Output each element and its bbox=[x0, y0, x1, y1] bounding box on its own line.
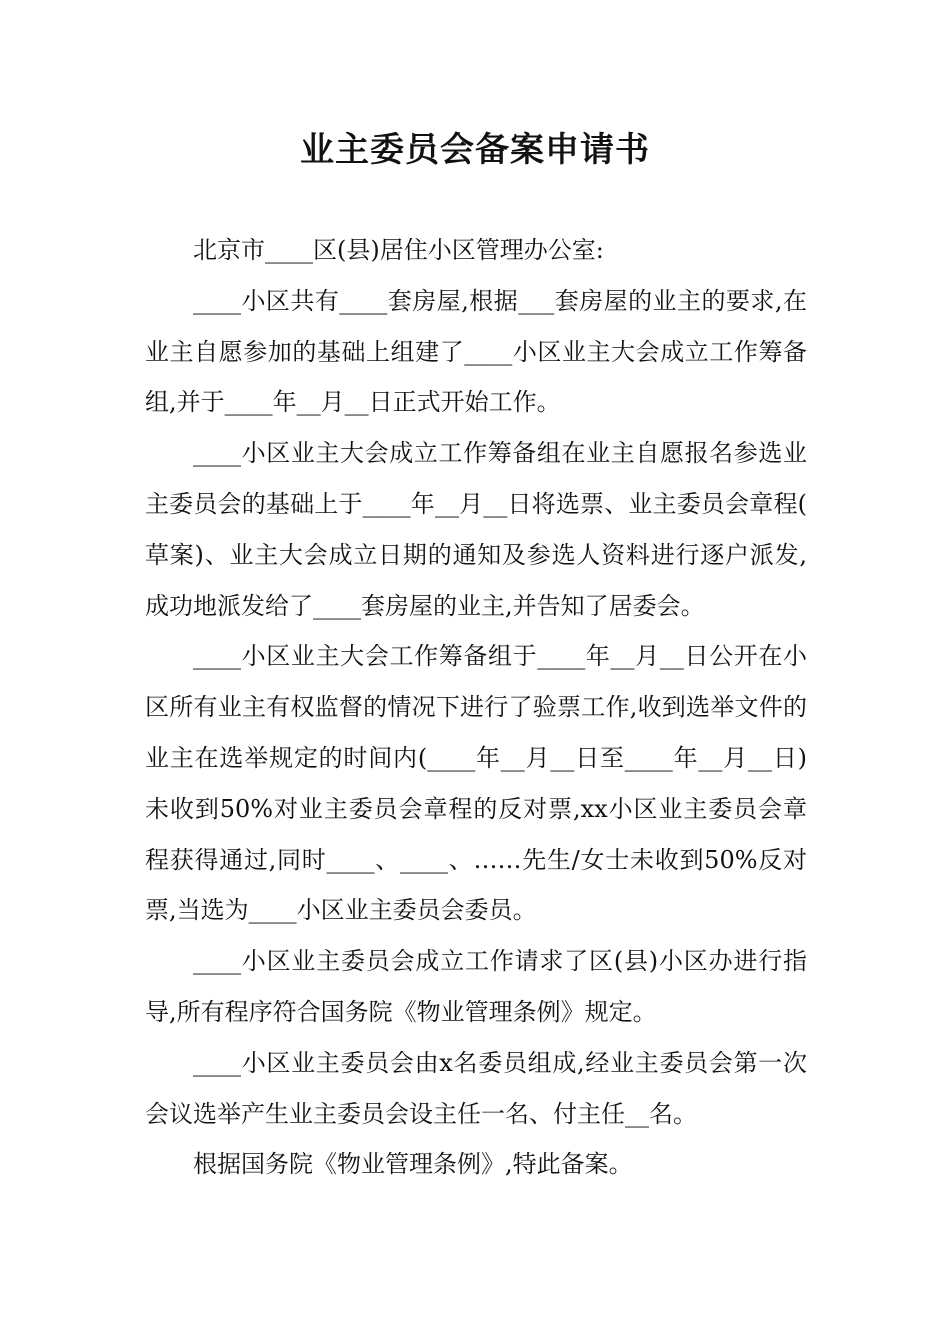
body-paragraph-1: ____小区共有____套房屋,根据___套房屋的业主的要求,在业主自愿参加的基础上组建了____小区业主大会成立工作筹备组,并于____年__月__日正式开始工作。 bbox=[145, 286, 807, 417]
document-body bbox=[145, 225, 807, 1190]
body-paragraph-5: ____小区业主委员会由x名委员组成,经业主委员会第一次会议选举产生业主委员会设主任一名、付主任__名。 bbox=[145, 1048, 807, 1128]
document-title: 业主委员会备案申请书 bbox=[300, 130, 650, 170]
body-paragraph-3: ____小区业主大会工作筹备组于____年__月__日公开在小区所有业主有权监督的情况下进行了验票工作,收到选举文件的业主在选举规定的时间内(____年__月__日至____年__月__日)未收到50%对业主委员会章程的反对票,xx小区业主委员会章程获得通过,同时____、____、……先生/女士未收到50%反对票,当选为____小区业主委员会委员。 bbox=[145, 642, 807, 925]
salutation: 北京市____区(县)居住小区管理办公室: bbox=[193, 236, 604, 264]
body-paragraph-4: ____小区业主委员会成立工作请求了区(县)小区办进行指导,所有程序符合国务院《物业管理条例》规定。 bbox=[145, 947, 807, 1026]
body-paragraph-2: ____小区业主大会成立工作筹备组在业主自愿报名参选业主委员会的基础上于____年__月__日将选票、业主委员会章程(草案)、业主大会成立日期的通知及参选人资料进行逐户派发,成功地派发给了____套房屋的业主,并告知了居委会。 bbox=[145, 439, 807, 620]
closing-paragraph: 根据国务院《物业管理条例》,特此备案。 bbox=[193, 1150, 633, 1179]
